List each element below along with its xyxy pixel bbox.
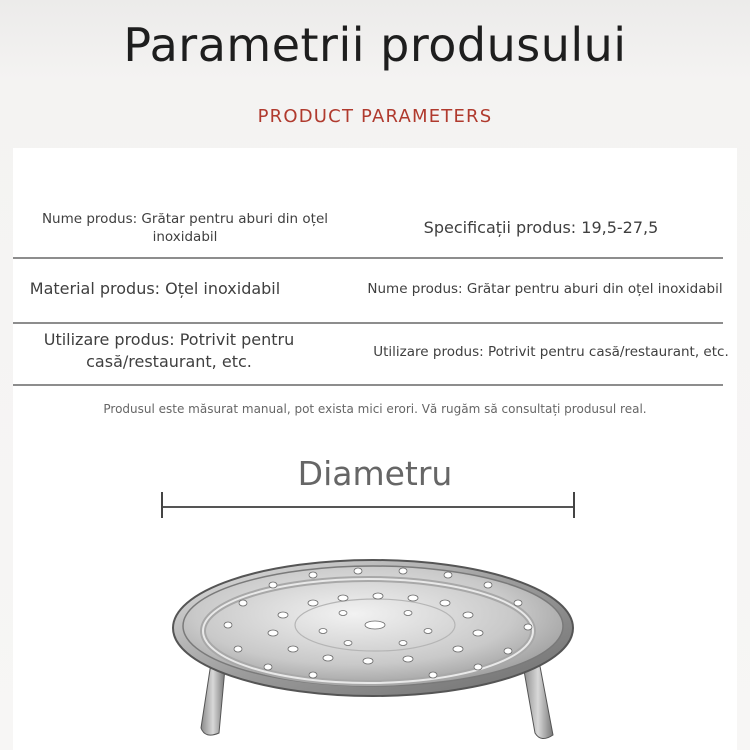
param-usage-cell: Utilizare produs: Potrivit pentru casă/restaurant, etc.: [43, 330, 295, 371]
page-subtitle: PRODUCT PARAMETERS: [257, 106, 493, 127]
measurement-note: Produsul este măsurat manual, pot exista mici erori. Vă rugăm să consultați produsul real.: [103, 402, 647, 416]
table-divider: [13, 322, 723, 324]
diameter-label: Diametru: [297, 454, 453, 493]
parameters-panel: [13, 148, 737, 750]
page-title: Parametrii produsului: [123, 18, 627, 72]
param-name-cell-2: Nume produs: Grătar pentru aburi din oțel inoxidabil: [367, 281, 723, 297]
param-usage-cell-2: Utilizare produs: Potrivit pentru casă/restaurant, etc.: [373, 344, 729, 360]
ruler-right-tick: [573, 492, 575, 518]
table-divider: [13, 384, 723, 386]
param-spec-cell: Specificații produs: 19,5-27,5: [423, 218, 659, 237]
ruler-left-tick: [161, 492, 163, 518]
ruler-line: [163, 506, 573, 508]
param-material-cell: Material produs: Oțel inoxidabil: [29, 279, 281, 298]
diameter-ruler: [161, 492, 575, 522]
table-divider: [13, 257, 723, 259]
steamer-rack-image: [163, 543, 583, 750]
param-name-cell: Nume produs: Grătar pentru aburi din oțel inoxidabil: [41, 211, 329, 245]
